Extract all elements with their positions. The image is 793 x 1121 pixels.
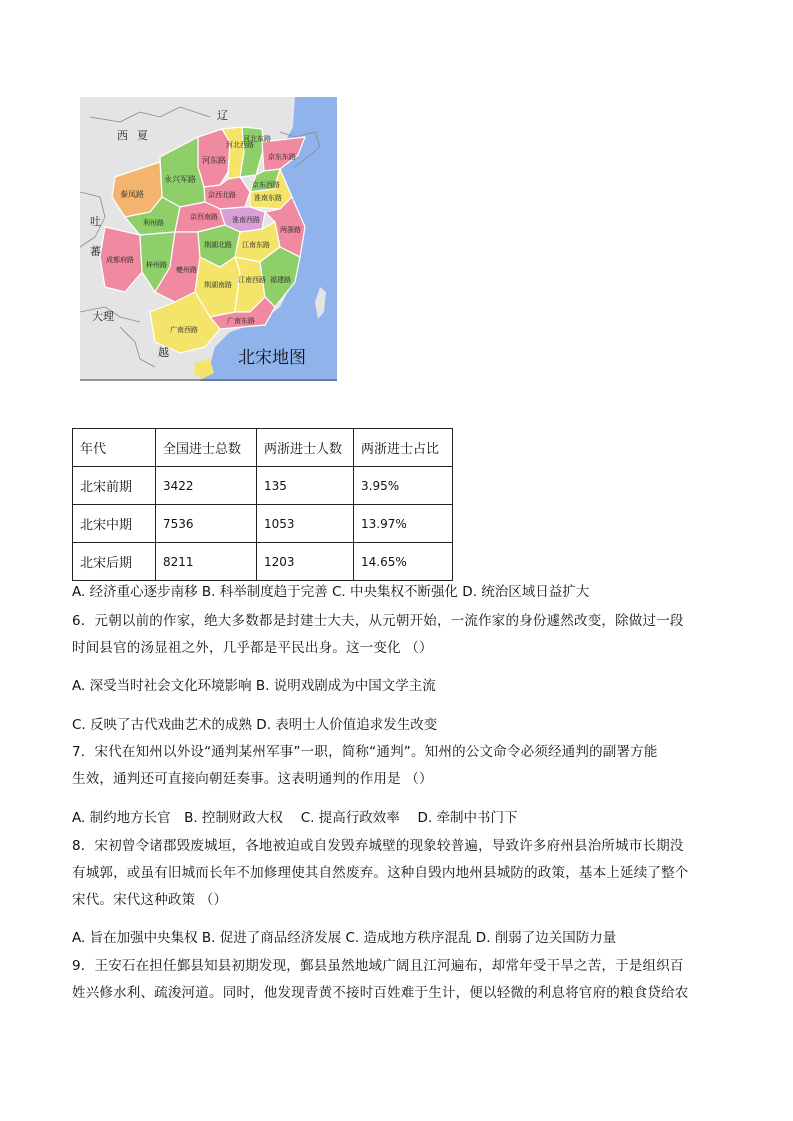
label-guangnanxi: 广南西路 xyxy=(170,326,198,334)
q7-stem-line1: 7．宋代在知州以外设“通判某州军事”一职，简称“通判”。知州的公文命令必须经通判的副署方能 xyxy=(72,744,658,760)
map-svg xyxy=(80,97,337,381)
table-cell: 1053 xyxy=(257,505,354,543)
table-header-cell: 全国进士总数 xyxy=(156,429,257,467)
q6-options-ab: A. 深受当时社会文化环境影响 B. 说明戏剧成为中国文学主流 xyxy=(72,678,436,694)
label-chengdu: 成都府路 xyxy=(106,256,134,264)
label-jiangnandong: 江南东路 xyxy=(242,241,270,249)
label-jiangnanxi: 江南西路 xyxy=(238,276,266,284)
table-cell: 135 xyxy=(257,467,354,505)
label-jingxinan: 京西南路 xyxy=(190,213,218,221)
northern-song-map xyxy=(80,97,337,381)
q6-options-cd: C. 反映了古代戏曲艺术的成熟 D. 表明士人价值追求发生改变 xyxy=(72,717,438,733)
label-zizhou: 梓州路 xyxy=(146,261,167,269)
label-huainanxi: 淮南西路 xyxy=(232,216,260,224)
table-cell: 7536 xyxy=(156,505,257,543)
table-cell: 北宋前期 xyxy=(73,467,156,505)
label-tubo-1: 吐 xyxy=(90,215,101,228)
label-kuizhou: 夔州路 xyxy=(176,266,197,274)
q7-stem-line2: 生效，通判还可直接向朝廷奏事。这表明通判的作用是 （） xyxy=(72,771,433,787)
label-hebeidong: 河北东路 xyxy=(243,135,271,143)
label-yue: 越 xyxy=(158,346,169,359)
label-jinghunan: 荆湖南路 xyxy=(204,281,232,289)
table-header-cell: 两浙进士占比 xyxy=(354,429,453,467)
q6-stem-line2: 时间县官的汤显祖之外，几乎都是平民出身。这一变化 （） xyxy=(72,640,433,656)
label-jinghubei: 荆湖北路 xyxy=(204,241,232,249)
jinshi-table xyxy=(72,428,453,581)
label-yongxingjun: 永兴军路 xyxy=(164,175,196,184)
label-lizhou: 利州路 xyxy=(143,219,164,227)
q9-stem-line2: 姓兴修水利、疏浚河道。同时，他发现青黄不接时百姓难于生计，便以轻微的利息将官府的粮食贷给农 xyxy=(72,985,689,1001)
label-fujian: 福建路 xyxy=(270,276,291,284)
q8-options: A. 旨在加强中央集权 B. 促进了商品经济发展 C. 造成地方秩序混乱 D. 削弱了边关国防力量 xyxy=(72,930,617,946)
label-xixia-2: 夏 xyxy=(137,129,148,142)
q9-stem-line1: 9．王安石在担任鄞县知县初期发现，鄞县虽然地域广阔且江河遍布，却常年受干旱之苦，于是组织百 xyxy=(72,958,684,974)
label-hedong: 河东路 xyxy=(202,156,226,165)
table-cell: 北宋后期 xyxy=(73,543,156,581)
q5-options: A. 经济重心逐步南移 B. 科举制度趋于完善 C. 中央集权不断强化 D. 统治区域日益扩大 xyxy=(72,584,590,600)
table-cell: 8211 xyxy=(156,543,257,581)
table-header-cell: 两浙进士人数 xyxy=(257,429,354,467)
table-cell: 3.95% xyxy=(354,467,453,505)
q7-options: A. 制约地方长官 B. 控制财政大权 C. 提高行政效率 D. 牵制中书门下 xyxy=(72,810,518,826)
q8-stem-line3: 宋代。宋代这种政策 （） xyxy=(72,892,228,908)
table-header-cell: 年代 xyxy=(73,429,156,467)
table-cell: 14.65% xyxy=(354,543,453,581)
table-row xyxy=(73,467,453,505)
table-cell: 1203 xyxy=(257,543,354,581)
label-guangnandong: 广南东路 xyxy=(227,317,255,325)
label-liangzhe: 两浙路 xyxy=(280,226,301,234)
table-row xyxy=(73,505,453,543)
label-jingdongdong: 京东东路 xyxy=(268,153,296,161)
label-liao: 辽 xyxy=(217,109,228,122)
label-jingxibei: 京西北路 xyxy=(208,191,236,199)
label-dali: 大理 xyxy=(92,310,114,323)
table-cell: 13.97% xyxy=(354,505,453,543)
q8-stem-line1: 8．宋初曾令诸郡毁废城垣，各地被迫或自发毁弃城壁的现象较普遍，导致许多府州县治所城市长期没 xyxy=(72,838,684,854)
q6-stem-line1: 6．元朝以前的作家，绝大多数都是封建士大夫，从元朝开始，一流作家的身份遽然改变，除做过一段 xyxy=(72,613,684,629)
label-hebeixi: 河北西路 xyxy=(226,141,254,149)
table-row xyxy=(73,543,453,581)
table-cell: 北宋中期 xyxy=(73,505,156,543)
map-caption: 北宋地图 xyxy=(238,348,306,368)
table-cell: 3422 xyxy=(156,467,257,505)
table-header-row xyxy=(73,429,453,467)
q8-stem-line2: 有城郭，或虽有旧城而长年不加修理使其自然废弃。这种自毁内地州县城防的政策，基本上延续了整个 xyxy=(72,865,689,881)
label-qinfeng: 秦凤路 xyxy=(120,190,144,199)
label-jingdongxi: 京东西路 xyxy=(252,181,280,189)
label-huainandong: 淮南东路 xyxy=(254,194,282,202)
label-xixia-1: 西 xyxy=(117,129,128,142)
label-tubo-2: 蕃 xyxy=(90,245,101,258)
